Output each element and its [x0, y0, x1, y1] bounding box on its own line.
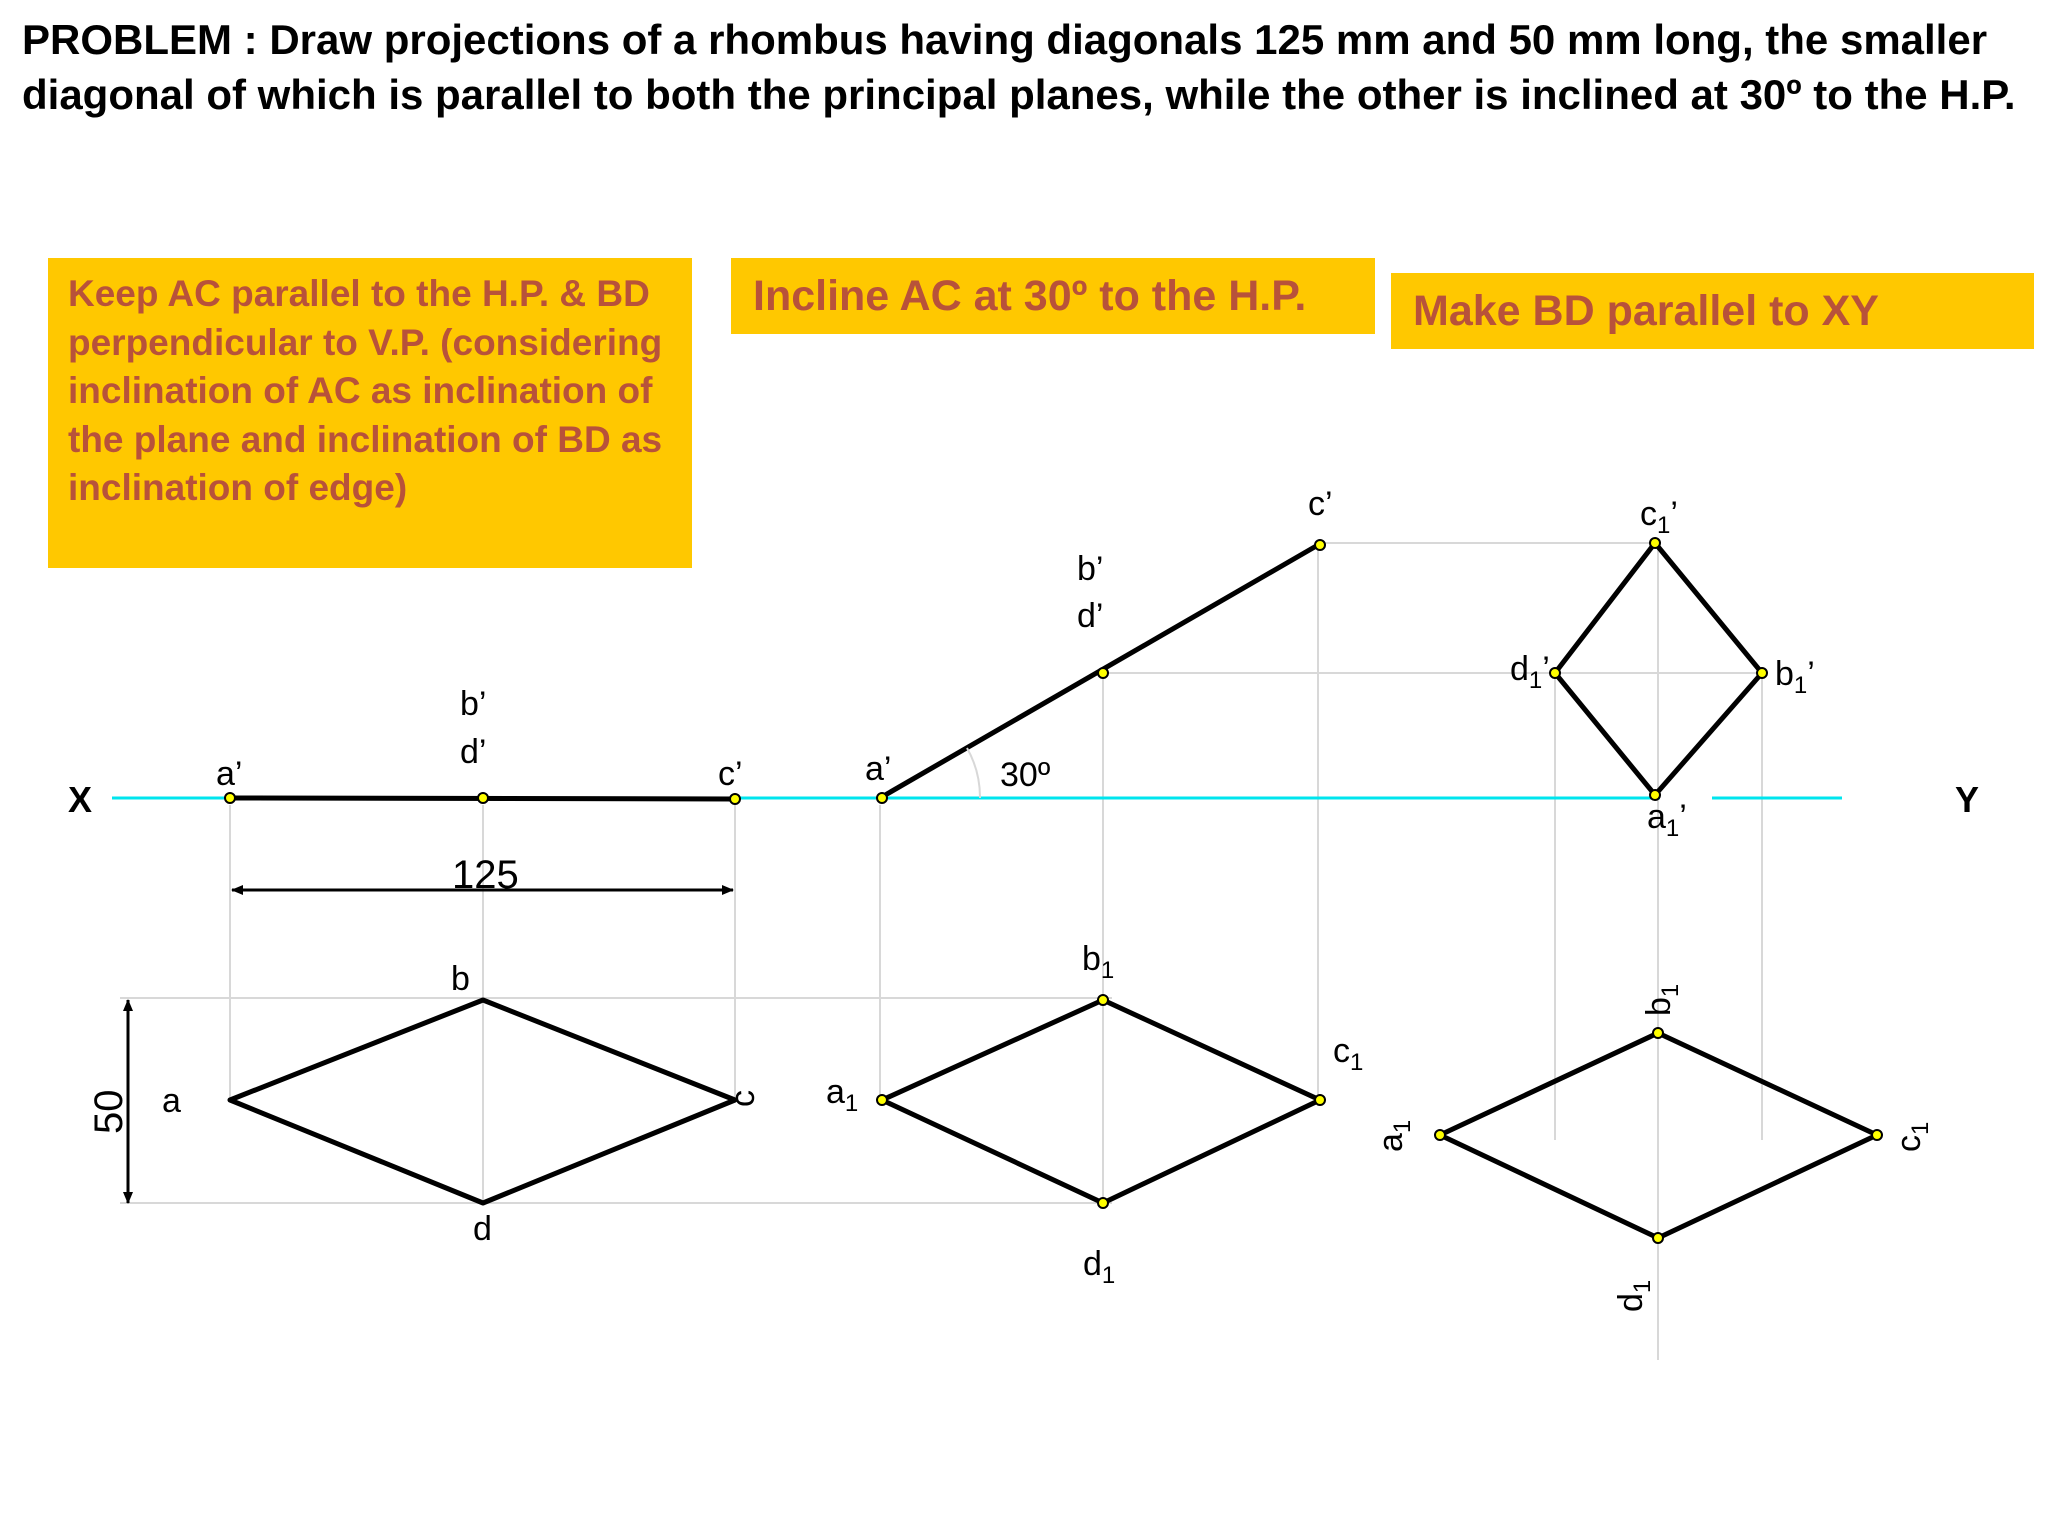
s2-label-d-prime: d’	[1077, 597, 1104, 635]
s2-point-c-prime	[1315, 540, 1325, 550]
s3-point-d1	[1653, 1233, 1663, 1243]
s3-point-b1	[1653, 1028, 1663, 1038]
s1-label-c-prime: c’	[718, 755, 743, 793]
step3-note: Make BD parallel to XY	[1391, 273, 2034, 349]
step2-drawing	[826, 485, 1363, 1289]
step3-drawing	[1372, 495, 1934, 1312]
s2-label-c1: $c_1$	[1333, 1032, 1364, 1076]
s2-label-d1: $d_1$	[1083, 1245, 1116, 1289]
s3-label-a1-prime: $a_1$’	[1647, 798, 1687, 842]
y-label: Y	[1955, 779, 1980, 820]
step1-drawing	[87, 685, 762, 1248]
s3-point-d1-prime	[1550, 668, 1560, 678]
s1-point-c-prime	[730, 794, 740, 804]
s3-point-a1	[1435, 1130, 1445, 1140]
s2-point-c1	[1315, 1095, 1325, 1105]
s1-point-bd-prime	[478, 793, 488, 803]
s3-label-b1: $b_1$	[1640, 983, 1684, 1016]
s1-label-c: c	[724, 1090, 762, 1107]
s1-label-b-prime: b’	[460, 685, 487, 723]
s1-label-d-prime: d’	[460, 733, 487, 771]
angle-30-label: 30º	[1000, 756, 1051, 794]
s2-label-b-prime: b’	[1077, 550, 1104, 588]
s2-top-view-rhombus	[882, 1000, 1320, 1203]
s2-point-a1	[877, 1095, 887, 1105]
step2-note: Incline AC at 30º to the H.P.	[731, 258, 1375, 334]
dim-125-label: 125	[452, 853, 519, 897]
s2-label-b1: $b_1$	[1082, 940, 1115, 984]
problem-statement: PROBLEM : Draw projections of a rhombus having diagonals 125 mm and 50 mm long, the smaller diagonal of which is parallel to both the principal planes, while the other is inclined at 30º to the H.P.	[22, 16, 2016, 118]
s1-point-a-prime	[225, 793, 235, 803]
s2-point-b1	[1098, 995, 1108, 1005]
s2-label-a1: $a_1$	[826, 1073, 859, 1117]
dim-50-label: 50	[87, 1089, 131, 1134]
s2-point-a-prime	[877, 793, 887, 803]
s1-label-d: d	[473, 1210, 492, 1248]
s3-point-b1-prime	[1757, 668, 1767, 678]
s2-label-c-prime: c’	[1308, 485, 1333, 523]
s3-label-c1-prime: $c_1$’	[1640, 495, 1678, 539]
s3-label-b1-prime: $b_1$’	[1775, 655, 1815, 699]
s2-label-a-prime: a’	[865, 750, 892, 788]
s1-label-a: a	[162, 1082, 181, 1120]
angle-arc-30	[967, 748, 980, 798]
s2-point-d1	[1098, 1198, 1108, 1208]
s1-label-b: b	[451, 960, 470, 998]
s2-point-bd-prime	[1098, 668, 1108, 678]
s3-label-a1: $a_1$	[1372, 1119, 1416, 1152]
step1-note: Keep AC parallel to the H.P. & BD perpendicular to V.P. (considering inclination of AC as inclination of the plane and inclination of BD as inclination of edge)	[48, 258, 692, 568]
s3-point-c1	[1872, 1130, 1882, 1140]
s1-label-a-prime: a’	[216, 755, 243, 793]
x-label: X	[68, 779, 93, 820]
s3-label-d1-prime: $d_1$’	[1510, 650, 1550, 694]
s3-label-c1: $c_1$	[1890, 1121, 1934, 1152]
s3-label-d1: $d_1$	[1612, 1279, 1656, 1312]
s3-point-c1-prime	[1650, 538, 1660, 548]
